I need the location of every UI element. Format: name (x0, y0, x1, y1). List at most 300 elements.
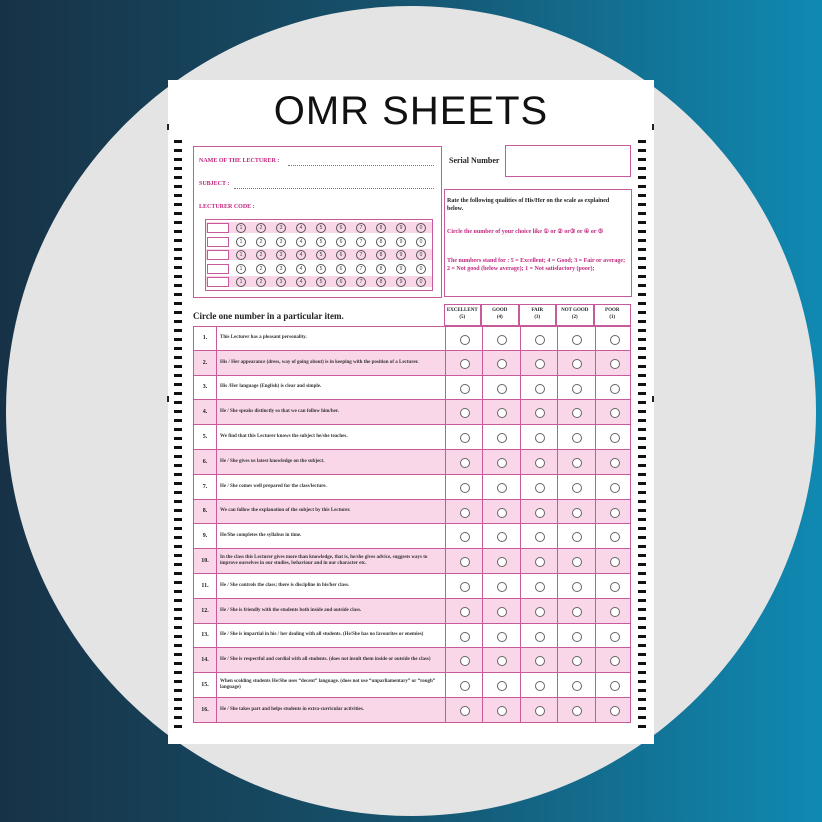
answer-bubble[interactable] (610, 508, 620, 518)
timing-mark (638, 239, 646, 242)
option-cell (595, 376, 634, 400)
rating-table (193, 326, 631, 723)
code-row (206, 249, 432, 260)
timing-mark (638, 185, 646, 188)
answer-bubble[interactable] (572, 458, 582, 468)
option-cell (445, 475, 484, 499)
option-cell (445, 524, 484, 548)
code-digit-bubble[interactable]: 5 (316, 250, 326, 260)
option-cell (445, 351, 484, 375)
timing-mark (174, 554, 182, 557)
timing-mark (174, 500, 182, 503)
timing-mark (638, 473, 646, 476)
option-cell (482, 673, 521, 697)
code-digit-bubble[interactable]: 2 (256, 264, 266, 274)
answer-bubble[interactable] (497, 532, 507, 542)
option-cell (520, 698, 559, 722)
answer-bubble[interactable] (610, 483, 620, 493)
option-cell (482, 450, 521, 474)
timing-mark (174, 428, 182, 431)
item-number: 11. (194, 574, 217, 598)
answer-bubble[interactable] (497, 335, 507, 345)
timing-mark (174, 239, 182, 242)
item-number: 10. (194, 549, 217, 573)
answer-bubble[interactable] (460, 433, 470, 443)
answer-bubble[interactable] (460, 359, 470, 369)
option-cell (557, 376, 596, 400)
answer-bubble[interactable] (535, 656, 545, 666)
answer-bubble[interactable] (460, 384, 470, 394)
table-row (193, 326, 631, 351)
code-digit-bubble[interactable]: 4 (296, 250, 306, 260)
timing-mark (174, 473, 182, 476)
answer-bubble[interactable] (610, 335, 620, 345)
item-number: 14. (194, 648, 217, 672)
option-cell (520, 549, 559, 573)
code-digit-bubble[interactable]: 1 (236, 223, 246, 233)
timing-mark (638, 203, 646, 206)
timing-mark (638, 149, 646, 152)
serial-number-field[interactable] (505, 145, 631, 177)
answer-bubble[interactable] (497, 458, 507, 468)
serial-number-label: Serial Number (449, 156, 500, 165)
code-digit-bubble[interactable]: 8 (376, 264, 386, 274)
timing-mark (174, 437, 182, 440)
option-cell (595, 475, 634, 499)
answer-bubble[interactable] (497, 632, 507, 642)
answer-bubble[interactable] (610, 607, 620, 617)
timing-mark (174, 320, 182, 323)
code-digit-bubble[interactable]: 5 (316, 223, 326, 233)
option-cell (482, 698, 521, 722)
option-cell (482, 599, 521, 623)
option-cell (482, 351, 521, 375)
answer-bubble[interactable] (572, 607, 582, 617)
timing-mark (174, 194, 182, 197)
timing-mark (174, 365, 182, 368)
timing-mark (638, 455, 646, 458)
timing-mark (174, 167, 182, 170)
answer-bubble[interactable] (572, 433, 582, 443)
timing-mark (174, 491, 182, 494)
timing-mark (174, 653, 182, 656)
timing-mark (638, 383, 646, 386)
code-digit-bubble[interactable]: 1 (236, 264, 246, 274)
timing-mark (638, 707, 646, 710)
option-cell (445, 648, 484, 672)
item-number: 16. (194, 698, 217, 722)
timing-mark (638, 626, 646, 629)
timing-mark (174, 410, 182, 413)
code-digit-box[interactable] (207, 223, 229, 233)
code-digit-bubble[interactable]: 2 (256, 237, 266, 247)
timing-mark (174, 176, 182, 179)
answer-bubble[interactable] (535, 359, 545, 369)
answer-bubble[interactable] (535, 335, 545, 345)
answer-bubble[interactable] (535, 681, 545, 691)
scale-note: The numbers stand for : 5 = Excellent; 4 = Good; 3 = Fair or average; 2 = Not good (below average); 1 = Not satisfactory (poor); (447, 258, 626, 272)
code-digit-bubble[interactable]: 2 (256, 250, 266, 260)
timing-mark (174, 266, 182, 269)
registration-mark (167, 124, 173, 130)
answer-bubble[interactable] (535, 433, 545, 443)
timing-mark (638, 230, 646, 233)
code-digit-bubble[interactable]: 2 (256, 277, 266, 287)
timing-mark (174, 455, 182, 458)
answer-bubble[interactable] (460, 458, 470, 468)
option-cell (445, 450, 484, 474)
timing-marks-left (174, 140, 184, 734)
option-cell (595, 549, 634, 573)
timing-mark (638, 563, 646, 566)
answer-bubble[interactable] (497, 408, 507, 418)
timing-mark (638, 320, 646, 323)
answer-bubble[interactable] (460, 483, 470, 493)
code-digit-bubble[interactable]: 9 (396, 277, 406, 287)
lecturer-name-label: NAME OF THE LECTURER : (199, 158, 280, 164)
timing-mark (174, 230, 182, 233)
timing-mark (638, 581, 646, 584)
answer-bubble[interactable] (535, 607, 545, 617)
answer-bubble[interactable] (535, 532, 545, 542)
answer-bubble[interactable] (572, 359, 582, 369)
timing-mark (174, 662, 182, 665)
answer-bubble[interactable] (610, 359, 620, 369)
timing-mark (638, 653, 646, 656)
timing-mark (638, 716, 646, 719)
answer-bubble[interactable] (497, 656, 507, 666)
answer-bubble[interactable] (460, 582, 470, 592)
answer-bubble[interactable] (535, 706, 545, 716)
timing-mark (638, 482, 646, 485)
code-row (206, 222, 432, 233)
item-number: 12. (194, 599, 217, 623)
table-row (193, 500, 631, 525)
answer-bubble[interactable] (610, 656, 620, 666)
option-cell (482, 549, 521, 573)
table-row (193, 400, 631, 425)
timing-mark (638, 140, 646, 143)
table-row (193, 698, 631, 723)
code-digit-bubble[interactable]: 6 (336, 223, 346, 233)
code-digit-bubble[interactable]: 0 (416, 237, 426, 247)
code-digit-bubble[interactable]: 8 (376, 250, 386, 260)
answer-bubble[interactable] (572, 681, 582, 691)
subject-label: SUBJECT : (199, 181, 230, 187)
timing-mark (174, 356, 182, 359)
timing-mark (174, 509, 182, 512)
answer-bubble[interactable] (610, 433, 620, 443)
option-cell (595, 624, 634, 648)
answer-bubble[interactable] (460, 632, 470, 642)
code-digit-bubble[interactable]: 0 (416, 264, 426, 274)
code-digit-bubble[interactable]: 7 (356, 237, 366, 247)
option-cell (557, 327, 596, 350)
column-header (481, 304, 519, 326)
answer-bubble[interactable] (497, 483, 507, 493)
code-digit-bubble[interactable]: 5 (316, 264, 326, 274)
code-digit-bubble[interactable]: 0 (416, 250, 426, 260)
code-digit-bubble[interactable]: 9 (396, 264, 406, 274)
timing-mark (638, 329, 646, 332)
option-cell (595, 500, 634, 524)
timing-mark (174, 608, 182, 611)
table-row (193, 624, 631, 649)
answer-bubble[interactable] (610, 458, 620, 468)
code-digit-bubble[interactable]: 5 (316, 237, 326, 247)
timing-mark (638, 428, 646, 431)
code-digit-bubble[interactable]: 9 (396, 250, 406, 260)
answer-bubble[interactable] (610, 557, 620, 567)
code-digit-bubble[interactable]: 3 (276, 264, 286, 274)
answer-bubble[interactable] (610, 408, 620, 418)
code-digit-bubble[interactable]: 6 (336, 264, 346, 274)
answer-bubble[interactable] (572, 582, 582, 592)
option-cell (482, 524, 521, 548)
code-digit-bubble[interactable]: 6 (336, 250, 346, 260)
timing-mark (638, 662, 646, 665)
option-cell (445, 549, 484, 573)
code-digit-bubble[interactable]: 6 (336, 277, 346, 287)
code-digit-bubble[interactable]: 8 (376, 223, 386, 233)
lecturer-code-grid (205, 219, 433, 291)
timing-mark (174, 581, 182, 584)
banner-title: OMR SHEETS (273, 89, 549, 133)
rating-intro: Rate the following qualities of His/Her on the scale as explained below. (447, 198, 610, 212)
column-header-label: EXCELLENT (446, 308, 478, 313)
item-number: 4. (194, 400, 217, 424)
timing-mark (638, 554, 646, 557)
answer-bubble[interactable] (497, 508, 507, 518)
column-header (556, 304, 594, 326)
lecturer-code-label: LECTURER CODE : (199, 204, 255, 210)
column-header-score: (1) (609, 315, 616, 320)
timing-mark (174, 284, 182, 287)
item-number: 7. (194, 475, 217, 499)
item-number: 2. (194, 351, 217, 375)
timing-mark (638, 365, 646, 368)
answer-bubble[interactable] (610, 582, 620, 592)
answer-bubble[interactable] (535, 408, 545, 418)
item-text: When scolding students He/She uses “decent” language. (does not use “unparliamentary” or “rough” language) (220, 679, 436, 691)
answer-bubble[interactable] (460, 656, 470, 666)
timing-mark (638, 689, 646, 692)
column-header-label: NOT GOOD (561, 308, 589, 313)
answer-bubble[interactable] (572, 335, 582, 345)
answer-bubble[interactable] (460, 607, 470, 617)
answer-bubble[interactable] (460, 557, 470, 567)
code-digit-bubble[interactable]: 3 (276, 237, 286, 247)
answer-bubble[interactable] (535, 508, 545, 518)
timing-mark (638, 518, 646, 521)
timing-mark (174, 590, 182, 593)
option-cell (520, 400, 559, 424)
timing-mark (174, 293, 182, 296)
item-text: In the class this Lecturer gives more than knowledge, that is, he/she gives advice, suggests ways to improve ourselves in our studies, behaviour and in our character etc. (220, 555, 428, 567)
answer-bubble[interactable] (572, 706, 582, 716)
item-number: 1. (194, 327, 217, 350)
instruction-heading: Circle one number in a particular item. (193, 311, 344, 321)
lecturer-name-field[interactable] (288, 164, 434, 166)
answer-bubble[interactable] (497, 607, 507, 617)
code-digit-bubble[interactable]: 7 (356, 250, 366, 260)
option-cell (595, 673, 634, 697)
timing-mark (174, 527, 182, 530)
option-cell (445, 500, 484, 524)
answer-bubble[interactable] (535, 458, 545, 468)
option-cell (520, 376, 559, 400)
code-digit-box[interactable] (207, 250, 229, 260)
answer-bubble[interactable] (460, 706, 470, 716)
code-digit-box[interactable] (207, 237, 229, 247)
option-cell (482, 327, 521, 350)
timing-mark (638, 176, 646, 179)
option-cell (520, 475, 559, 499)
code-digit-bubble[interactable]: 8 (376, 237, 386, 247)
timing-mark (174, 446, 182, 449)
timing-mark (638, 410, 646, 413)
item-text: He / She controls the class; there is discipline in his/her class. (220, 582, 350, 588)
code-digit-bubble[interactable]: 7 (356, 277, 366, 287)
table-row (193, 450, 631, 475)
answer-bubble[interactable] (535, 384, 545, 394)
option-cell (445, 673, 484, 697)
answer-bubble[interactable] (497, 706, 507, 716)
option-cell (482, 376, 521, 400)
code-digit-box[interactable] (207, 264, 229, 274)
answer-bubble[interactable] (535, 632, 545, 642)
timing-mark (174, 221, 182, 224)
option-cell (482, 574, 521, 598)
answer-bubble[interactable] (610, 384, 620, 394)
code-digit-bubble[interactable]: 4 (296, 277, 306, 287)
timing-mark (174, 464, 182, 467)
code-digit-bubble[interactable]: 0 (416, 223, 426, 233)
item-text: He/She completes the syllabus in time. (220, 533, 302, 539)
answer-bubble[interactable] (610, 706, 620, 716)
code-digit-bubble[interactable]: 2 (256, 223, 266, 233)
answer-bubble[interactable] (497, 359, 507, 369)
table-row (193, 376, 631, 401)
timing-mark (174, 158, 182, 161)
option-cell (557, 524, 596, 548)
answer-bubble[interactable] (572, 384, 582, 394)
timing-mark (638, 248, 646, 251)
option-cell (482, 475, 521, 499)
answer-bubble[interactable] (572, 532, 582, 542)
answer-bubble[interactable] (572, 557, 582, 567)
timing-mark (174, 563, 182, 566)
option-cell (557, 574, 596, 598)
code-digit-bubble[interactable]: 0 (416, 277, 426, 287)
code-digit-bubble[interactable]: 4 (296, 223, 306, 233)
code-digit-bubble[interactable]: 5 (316, 277, 326, 287)
timing-mark (638, 509, 646, 512)
answer-bubble[interactable] (572, 632, 582, 642)
answer-bubble[interactable] (610, 532, 620, 542)
timing-mark (638, 680, 646, 683)
timing-mark (638, 500, 646, 503)
code-digit-bubble[interactable]: 3 (276, 223, 286, 233)
code-digit-bubble[interactable]: 7 (356, 223, 366, 233)
answer-bubble[interactable] (535, 483, 545, 493)
option-cell (557, 673, 596, 697)
answer-bubble[interactable] (460, 532, 470, 542)
code-digit-bubble[interactable]: 3 (276, 277, 286, 287)
item-number: 13. (194, 624, 217, 648)
answer-bubble[interactable] (460, 508, 470, 518)
option-cell (520, 599, 559, 623)
answer-bubble[interactable] (460, 408, 470, 418)
timing-mark (638, 590, 646, 593)
option-cell (595, 698, 634, 722)
code-digit-bubble[interactable]: 8 (376, 277, 386, 287)
item-text: He / She takes part and helps students in extra-curricular activities. (220, 706, 364, 712)
timing-mark (638, 347, 646, 350)
table-row (193, 673, 631, 698)
answer-bubble[interactable] (460, 681, 470, 691)
code-digit-bubble[interactable]: 9 (396, 223, 406, 233)
code-digit-bubble[interactable]: 9 (396, 237, 406, 247)
answer-bubble[interactable] (535, 557, 545, 567)
timing-mark (174, 383, 182, 386)
answer-bubble[interactable] (572, 408, 582, 418)
code-digit-bubble[interactable]: 6 (336, 237, 346, 247)
timing-mark (174, 329, 182, 332)
answer-bubble[interactable] (497, 433, 507, 443)
timing-mark (638, 635, 646, 638)
answer-bubble[interactable] (572, 508, 582, 518)
answer-bubble[interactable] (497, 557, 507, 567)
column-header-score: (5) (459, 315, 466, 320)
option-cell (520, 574, 559, 598)
timing-mark (174, 716, 182, 719)
subject-field[interactable] (234, 187, 434, 189)
timing-mark (638, 644, 646, 647)
answer-bubble[interactable] (610, 632, 620, 642)
code-digit-bubble[interactable]: 1 (236, 277, 246, 287)
timing-mark (638, 275, 646, 278)
answer-bubble[interactable] (497, 384, 507, 394)
answer-bubble[interactable] (610, 681, 620, 691)
timing-mark (174, 635, 182, 638)
option-cell (557, 624, 596, 648)
answer-bubble[interactable] (497, 681, 507, 691)
code-digit-bubble[interactable]: 3 (276, 250, 286, 260)
code-digit-bubble[interactable]: 4 (296, 264, 306, 274)
timing-mark (638, 356, 646, 359)
code-digit-bubble[interactable]: 4 (296, 237, 306, 247)
answer-bubble[interactable] (572, 483, 582, 493)
timing-mark (638, 158, 646, 161)
timing-marks-right (638, 140, 648, 734)
code-digit-bubble[interactable]: 1 (236, 237, 246, 247)
answer-bubble[interactable] (460, 335, 470, 345)
option-cell (445, 327, 484, 350)
code-digit-box[interactable] (207, 277, 229, 287)
code-digit-bubble[interactable]: 1 (236, 250, 246, 260)
answer-bubble[interactable] (535, 582, 545, 592)
option-cell (595, 327, 634, 350)
timing-mark (174, 203, 182, 206)
answer-bubble[interactable] (572, 656, 582, 666)
option-cell (520, 500, 559, 524)
timing-mark (638, 491, 646, 494)
timing-mark (638, 419, 646, 422)
timing-mark (174, 689, 182, 692)
answer-bubble[interactable] (497, 582, 507, 592)
code-digit-bubble[interactable]: 7 (356, 264, 366, 274)
